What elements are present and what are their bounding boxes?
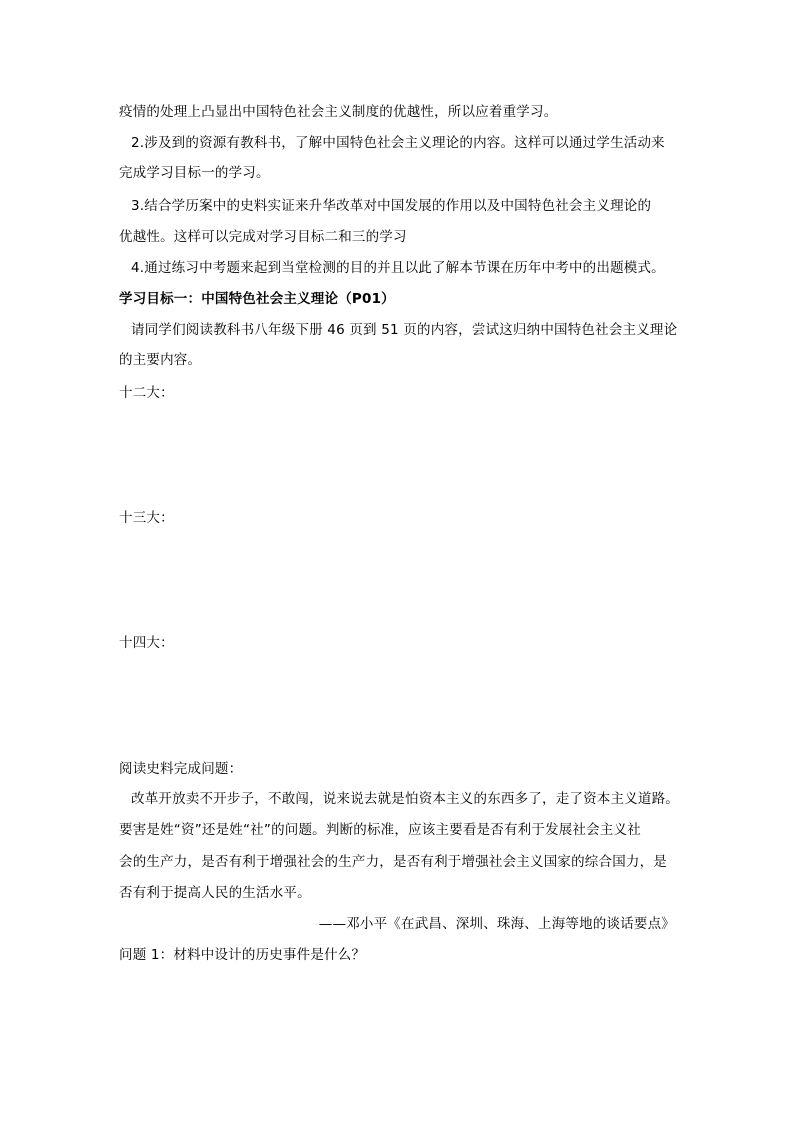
list-item-4: 4.通过练习中考题来起到当堂检测的目的并且以此了解本节课在历年中考中的出题模式。 [131,260,665,276]
congress-14-label: 十四大： [119,635,174,651]
goal-heading: 学习目标一：中国特色社会主义理论（P01） [119,291,395,307]
congress-13-label: 十三大： [119,510,174,526]
congress-12-label: 十二大： [119,385,174,401]
question-1: 问题 1：材料中设计的历史事件是什么？ [119,947,366,963]
quote-line: 否有利于提高人民的生活水平。 [119,885,311,901]
list-item-2: 2.涉及到的资源有教科书，了解中国特色社会主义理论的内容。这样可以通过学生活动来 [131,135,665,151]
reading-heading: 阅读史料完成问题： [119,761,243,777]
quote-line: 会的生产力，是否有利于增强社会的生产力，是否有利于增强社会主义国家的综合国力，是 [119,854,667,870]
instruction-line: 的主要内容。 [119,352,202,368]
quote-line: 改革开放卖不开步子，不敢闯，说来说去就是怕资本主义的东西多了，走了资本主义道路。 [131,791,679,807]
body-line: 优越性。这样可以完成对学习目标二和三的学习 [119,229,407,245]
instruction-line: 请同学们阅读教科书八年级下册 46 页到 51 页的内容，尝试这归纳中国特色社会主义理论 [131,322,678,338]
quote-attribution: ——邓小平《在武昌、深圳、珠海、上海等地的谈话要点》 [318,916,675,932]
body-line: 疫情的处理上凸显出中国特色社会主义制度的优越性，所以应着重学习。 [119,104,558,120]
list-item-3: 3.结合学历案中的史料实证来升华改革对中国发展的作用以及中国特色社会主义理论的 [131,198,652,214]
quote-line: 要害是姓“资”还是姓“社”的问题。判断的标准，应该主要看是否有利于发展社会主义社 [119,822,641,838]
body-line: 完成学习目标一的学习。 [119,165,270,181]
